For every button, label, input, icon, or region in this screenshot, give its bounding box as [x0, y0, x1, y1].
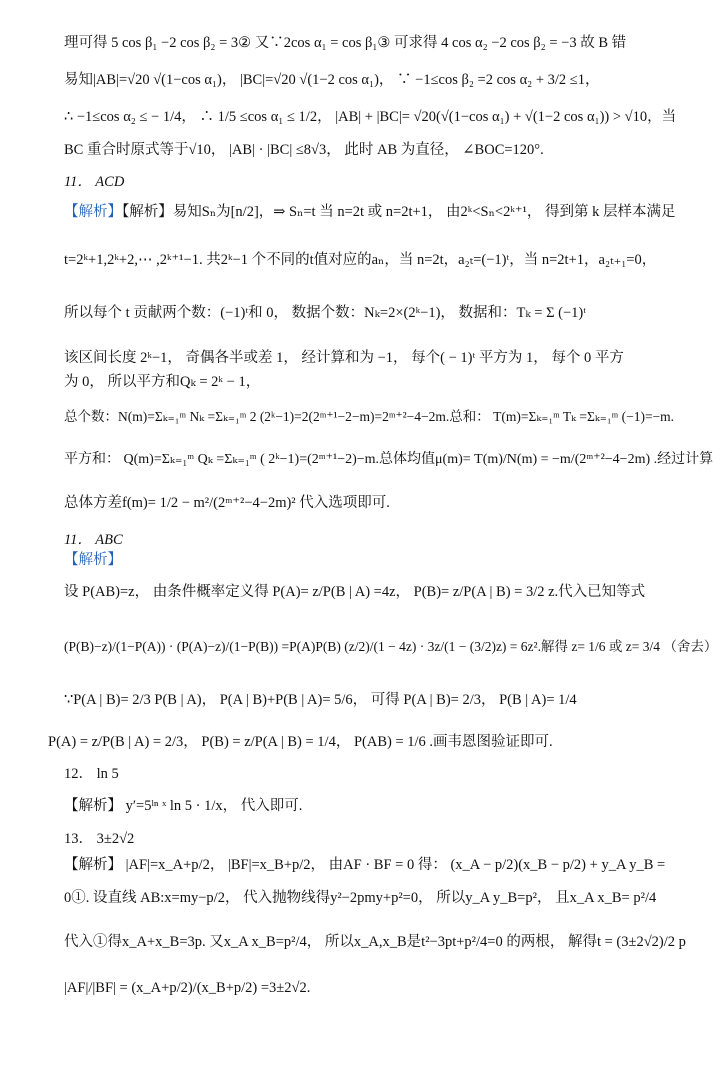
line-25-text: 代入①得x_A+x_B=3p. 又x_A x_B=p²/4， 所以x_A,x_B是t²−3pt+p²/4=0 的两根， 解得t = (3±2√2)/2 p: [64, 934, 686, 950]
answer-13-text: 13． 3±2√2: [64, 831, 135, 847]
line-24-text: 0①. 设直线 AB:x=my−p/2， 代入抛物线得y²−2pmy+p²=0， 所以y_A y_B=p²， 且x_A x_B= p²/4: [64, 890, 657, 906]
line-6-text: 【解析】易知Sₙ为[n/2]，⇒ Sₙ=t 当 n=2t 或 n=2t+1， 由2ᵏ<Sₙ<2ᵏ⁺¹， 得到第 k 层样本满足: [122, 204, 676, 220]
text-line-18: [64, 690, 577, 710]
text-line-1: [64, 33, 626, 53]
line-21-text: 【解析】 y′=5ˡⁿ ˣ ln 5 · 1/x， 代入即可.: [64, 798, 303, 814]
line-11-text: 总个数：N(m)=Σₖ₌₁ᵐ Nₖ =Σₖ₌₁ᵐ 2 (2ᵏ−1)=2(2ᵐ⁺¹−2−m)=2ᵐ⁺²−4−2m.总和： T(m)=Σₖ₌₁ᵐ Tₖ =Σₖ₌₁ᵐ (−1)=−m.: [64, 409, 675, 424]
text-line-10: [64, 372, 260, 392]
text-line-7: [64, 250, 656, 270]
line-8-text: 所以每个 t 贡献两个数：(−1)ᵗ和 0， 数据个数：Nₖ=2×(2ᵏ−1)， 数据和：Tₖ = Σ (−1)ᵗ: [64, 305, 587, 321]
line-19-text: P(A) = z/P(B | A) = 2/3， P(B) = z/P(A | B) = 1/4， P(AB) = 1/6 .画韦恩图验证即可.: [48, 734, 553, 750]
text-line-17: [64, 637, 717, 657]
text-line-19: [48, 732, 553, 752]
line-16-text: 设 P(AB)=z， 由条件概率定义得 P(A)= z/P(B | A) =4z， P(B)= z/P(A | B) = 3/2 z.代入已知等式: [64, 584, 646, 600]
text-line-23: [64, 855, 665, 875]
line-7-text: t=2ᵏ+1,2ᵏ+2,⋯ ,2ᵏ⁺¹−1. 共2ᵏ−1 个不同的t值对应的aₙ，当 n=2t，a₂ₜ=(−1)ᵗ，当 n=2t+1，a₂ₜ₊₁=0，: [64, 252, 657, 268]
line-4-text: BC 重合时原式等于√10， |AB| · |BC| ≤8√3， 此时 AB 为直径， ∠BOC=120°.: [64, 142, 544, 158]
text-line-24: [64, 888, 656, 908]
answer-heading-11a: [64, 172, 124, 192]
text-line-2: [64, 70, 600, 90]
analysis-tag-11a: 【解析】: [64, 204, 122, 220]
text-line-12: [64, 450, 713, 470]
line-23-text: 【解析】 |AF|=x_A+p/2， |BF|=x_B+p/2， 由AF · BF = 0 得： (x_A − p/2)(x_B − p/2) + y_A y_B =: [64, 857, 666, 873]
answer-11a-text: 11． ACD: [64, 174, 125, 190]
text-line-26: [64, 978, 310, 998]
answer-heading-12: [64, 764, 119, 784]
text-line-16: [64, 582, 645, 602]
text-line-4: [64, 140, 544, 160]
line-9-text: 该区间长度 2ᵏ−1， 奇偶各半或差 1， 经计算和为 −1， 每个( − 1)ᵗ 平方为 1， 每个 0 平方: [64, 350, 624, 366]
analysis-11b-text: 【解析】: [64, 552, 122, 568]
text-line-21: [64, 796, 302, 816]
line-12-text: 平方和： Q(m)=Σₖ₌₁ᵐ Qₖ =Σₖ₌₁ᵐ ( 2ᵏ−1)=(2ᵐ⁺¹−2)−m.总体均值μ(m)= T(m)/N(m) = −m/(2ᵐ⁺²−4−2m) .经过计算: [64, 452, 714, 467]
text-line-25: [64, 932, 686, 952]
text-line-13: [64, 493, 390, 513]
line-17-text: (P(B)−z)/(1−P(A)) · (P(A)−z)/(1−P(B)) =P(A)P(B) (z/2)/(1 − 4z) · 3z/(1 − (3/2)z) = 6z².解得 z= 1/6 或 z= 3/4 （舍去）: [64, 639, 718, 654]
line-26-text: |AF|/|BF| = (x_A+p/2)/(x_B+p/2) =3±2√2.: [64, 980, 311, 996]
line-18-text: ∵P(A | B)= 2/3 P(B | A)， P(A | B)+P(B | A)= 5/6， 可得 P(A | B)= 2/3， P(B | A)= 1/4: [64, 692, 577, 708]
answer-11b-text: 11． ABC: [64, 532, 123, 548]
text-line-9: [64, 348, 624, 368]
line-2-text: 易知|AB|=√20 √(1−cos α₁)， |BC|=√20 √(1−2 cos α₁)， ∵ −1≤cos β₂ =2 cos α₂ + 3/2 ≤1，: [64, 72, 600, 88]
answer-heading-11b: [64, 530, 123, 550]
line-3-text: ∴ −1≤cos α₂ ≤ − 1/4， ∴ 1/5 ≤cos α₁ ≤ 1/2， |AB| + |BC|= √20(√(1−cos α₁) + √(1−2 cos α₁)) > √10，当: [64, 109, 677, 125]
answer-heading-13: [64, 829, 134, 849]
answer-12-text: 12． ln 5: [64, 766, 119, 782]
line-1-text: 理可得 5 cos β₁ −2 cos β₂ = 3② 又∵2cos α₁ = cos β₁③ 可求得 4 cos α₂ −2 cos β₂ = −3 故 B 错: [64, 35, 627, 51]
text-line-11: [64, 407, 674, 427]
analysis-tag-11b: [64, 550, 122, 570]
text-line-3: [64, 107, 676, 127]
text-line-6: [64, 202, 676, 222]
text-line-8: [64, 303, 586, 323]
line-10-text: 为 0， 所以平方和Qₖ = 2ᵏ − 1，: [64, 374, 261, 390]
line-13-text: 总体方差f(m)= 1/2 − m²/(2ᵐ⁺²−4−2m)² 代入选项即可.: [64, 495, 390, 511]
